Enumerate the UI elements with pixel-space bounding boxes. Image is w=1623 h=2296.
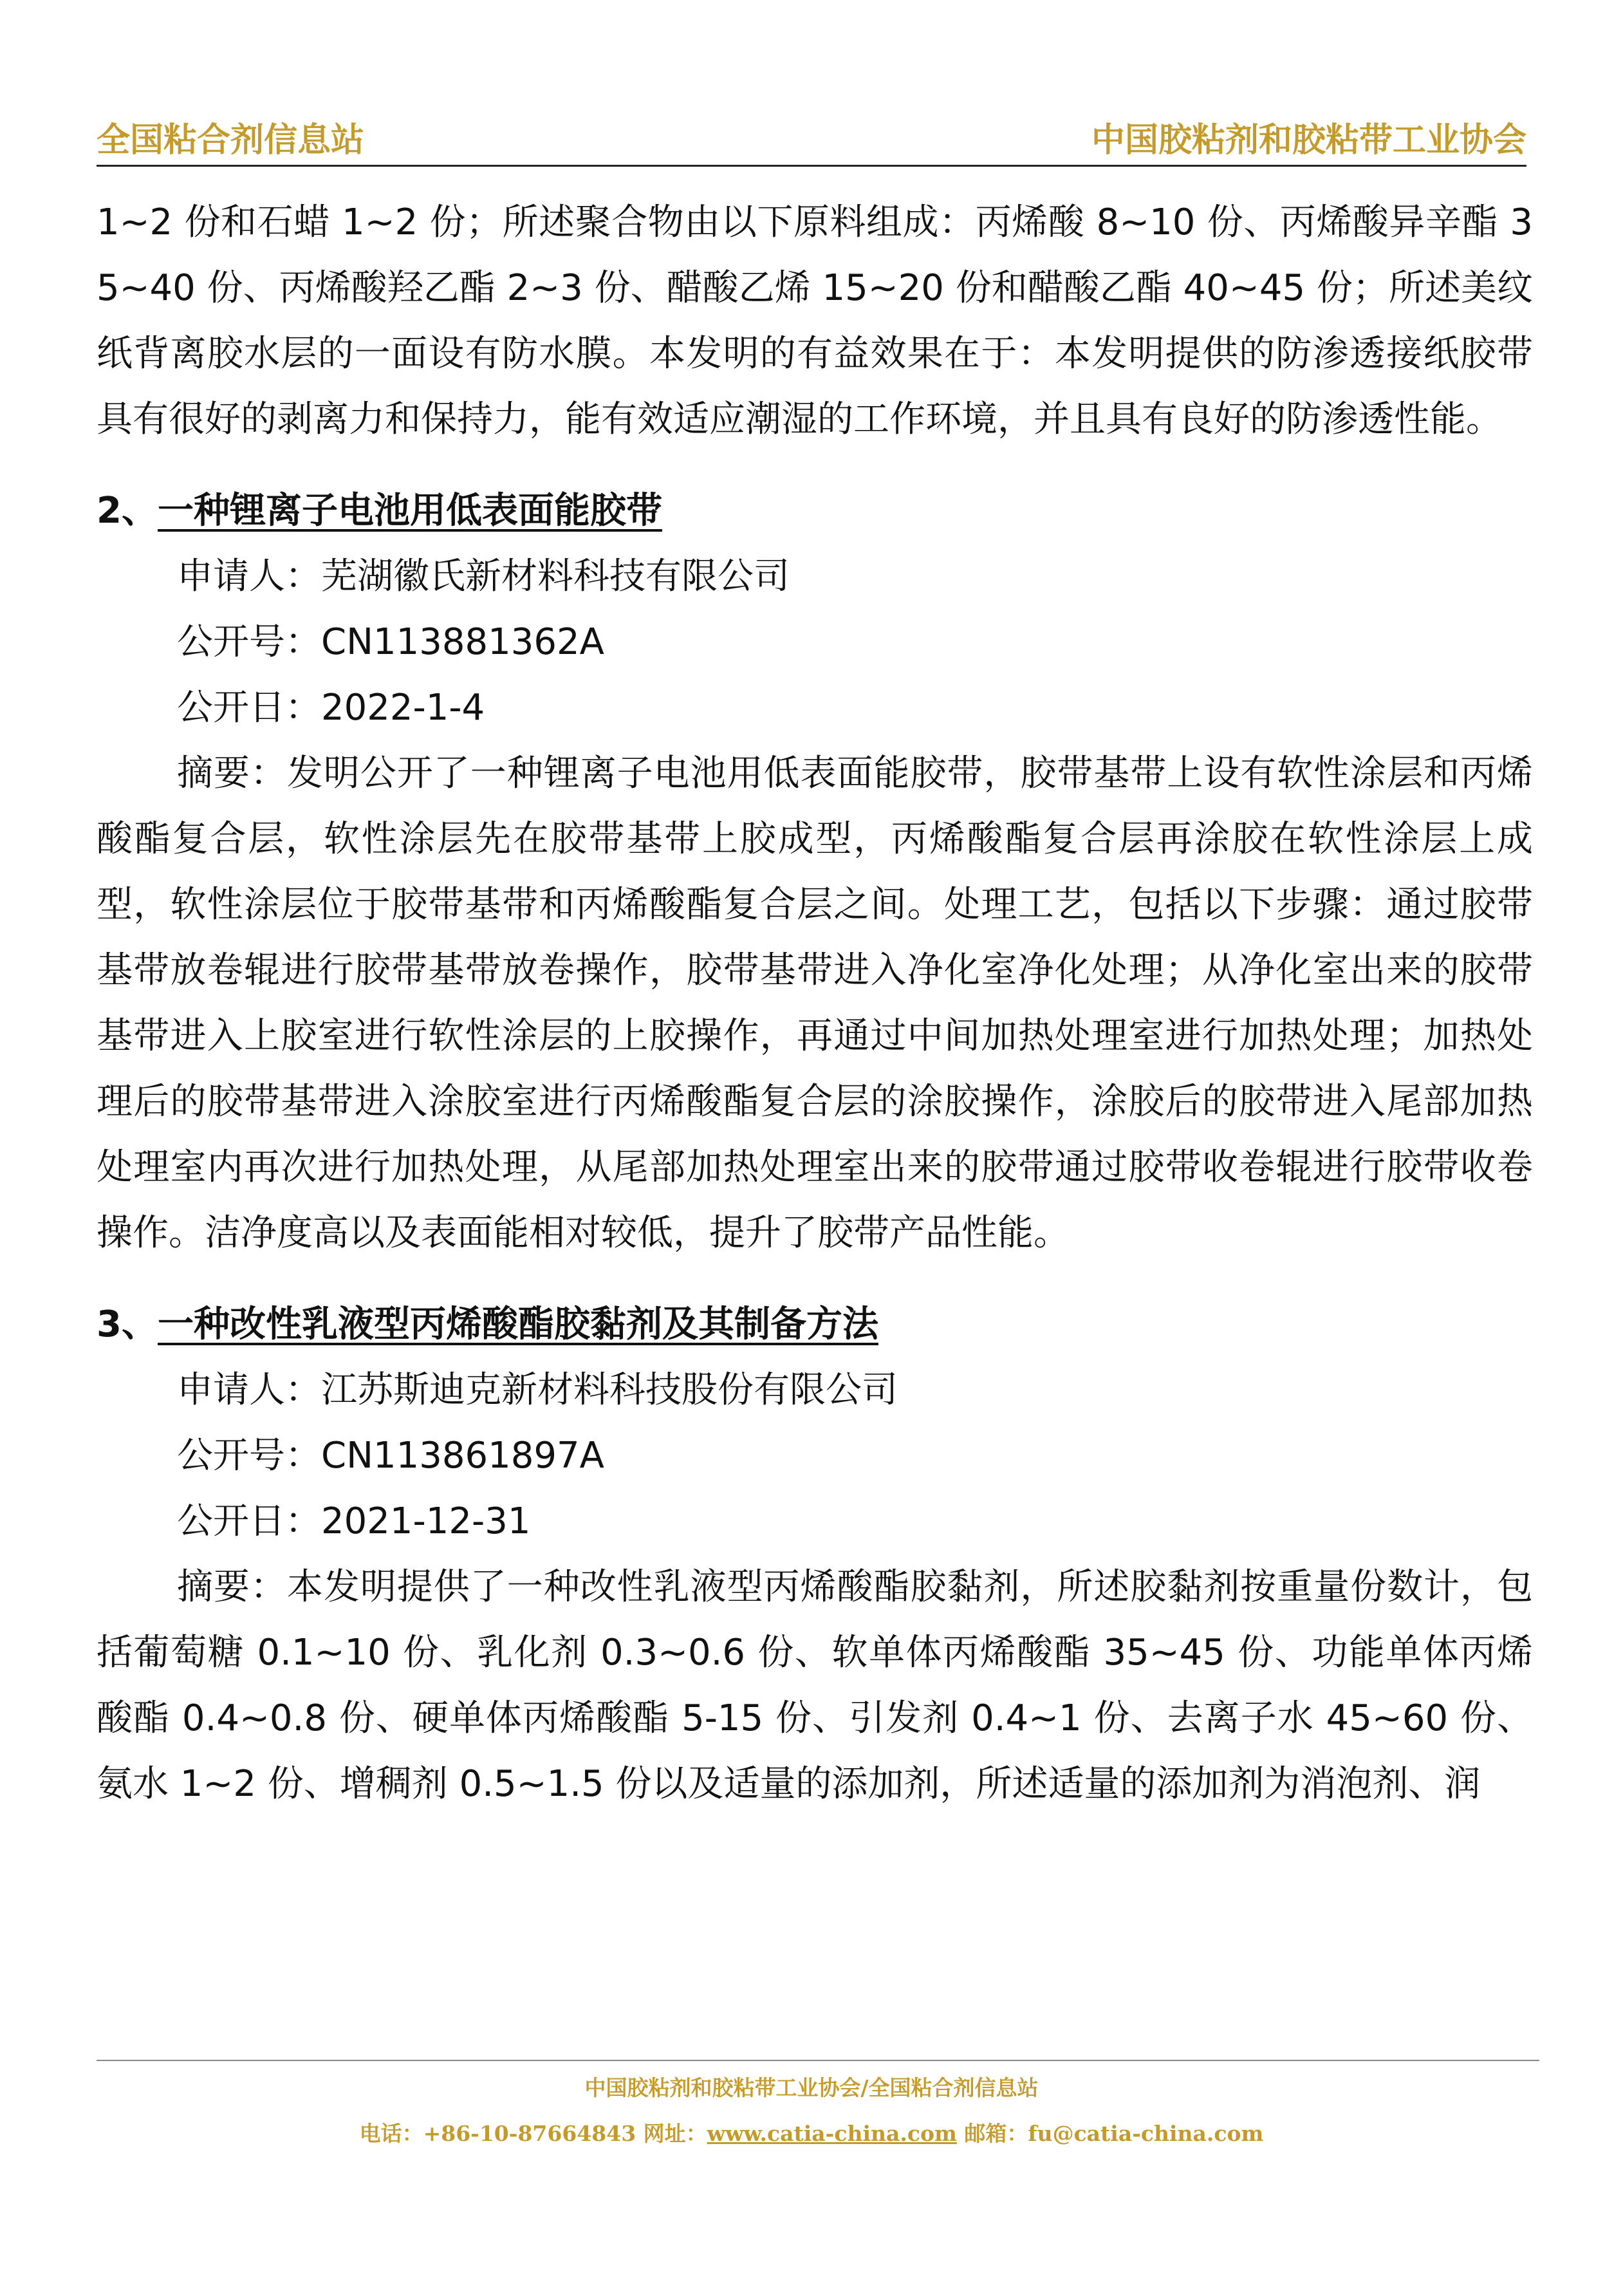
header-right-title: 中国胶粘剂和胶粘带工业协会	[1091, 121, 1526, 160]
intro-paragraph: 1~2 份和石蜡 1~2 份；所述聚合物由以下原料组成：丙烯酸 8~10 份、丙烯酸异辛酯 35~40 份、丙烯酸羟乙酯 2~3 份、醋酸乙烯 15~20 份和醋酸乙酯 40~45 份；所述美纹纸背离胶水层的一面设有防水膜。本发明的有益效果在于：本发明提供的防渗透接纸胶带具有很好的剥离力和保持力，能有效适应潮湿的工作环境，并且具有良好的防渗透性能。	[97, 201, 1533, 440]
footer-website-link[interactable]: www.catia-china.com	[707, 2121, 957, 2146]
entry-title-text: 一种改性乳液型丙烯酸酯胶黏剂及其制备方法	[158, 1303, 878, 1345]
footer-email: 邮箱：fu@catia-china.com	[956, 2121, 1264, 2146]
abstract-paragraph: 摘要：发明公开了一种锂离子电池用低表面能胶带，胶带基带上设有软性涂层和丙烯酸酯复合层，软性涂层先在胶带基带上胶成型，丙烯酸酯复合层再涂胶在软性涂层上成型，软性涂层位于胶带基带和丙烯酸酯复合层之间。处理工艺，包括以下步骤：通过胶带基带放卷辊进行胶带基带放卷操作，胶带基带进入净化室净化处理；从净化室出来的胶带基带进入上胶室进行软性涂层的上胶操作，再通过中间加热处理室进行加热处理；加热处理后的胶带基带进入涂胶室进行丙烯酸酯复合层的涂胶操作，涂胶后的胶带进入尾部加热处理室内再次进行加热处理，从尾部加热处理室出来的胶带通过胶带收卷辊进行胶带收卷操作。洁净度高以及表面能相对较低，提升了胶带产品性能。	[97, 752, 1533, 1254]
entry-title	[97, 1292, 1533, 1358]
publication-number-line: 公开号：CN113881362A	[177, 621, 604, 663]
publication-number-line: 公开号：CN113861897A	[177, 1435, 604, 1477]
applicant-line: 申请人：江苏斯迪克新材料科技股份有限公司	[177, 1369, 898, 1411]
applicant-line: 申请人：芜湖徽氏新材料科技有限公司	[177, 555, 790, 597]
footer-phone: 电话：+86-10-87664843 网址：	[359, 2121, 707, 2146]
page-content	[97, 190, 1533, 1817]
page-header	[97, 115, 1526, 167]
entry-number: 3、	[97, 1303, 158, 1345]
abstract-paragraph: 摘要：本发明提供了一种改性乳液型丙烯酸酯胶黏剂，所述胶黏剂按重量份数计，包括葡萄糖 0.1~10 份、乳化剂 0.3~0.6 份、软单体丙烯酸酯 35~45 份、功能单体丙烯酸酯 0.4~0.8 份、硬单体丙烯酸酯 5-15 份、引发剂 0.4~1 份、去离子水 45~60 份、氨水 1~2 份、增稠剂 0.5~1.5 份以及适量的添加剂，所述适量的添加剂为消泡剂、润	[97, 1566, 1533, 1805]
publication-date-line: 公开日：2021-12-31	[177, 1500, 531, 1542]
entry-title-text: 一种锂离子电池用低表面能胶带	[158, 490, 662, 532]
entry-3	[97, 1292, 1533, 1817]
entry-title	[97, 478, 1533, 544]
footer-contact	[0, 2120, 1623, 2148]
footer-divider	[97, 2060, 1539, 2061]
footer-organization: 中国胶粘剂和胶粘带工业协会/全国粘合剂信息站	[584, 2075, 1039, 2100]
entry-number: 2、	[97, 490, 158, 532]
header-left-title: 全国粘合剂信息站	[97, 121, 365, 160]
entry-2	[97, 478, 1533, 1266]
publication-date-line: 公开日：2022-1-4	[177, 687, 485, 729]
